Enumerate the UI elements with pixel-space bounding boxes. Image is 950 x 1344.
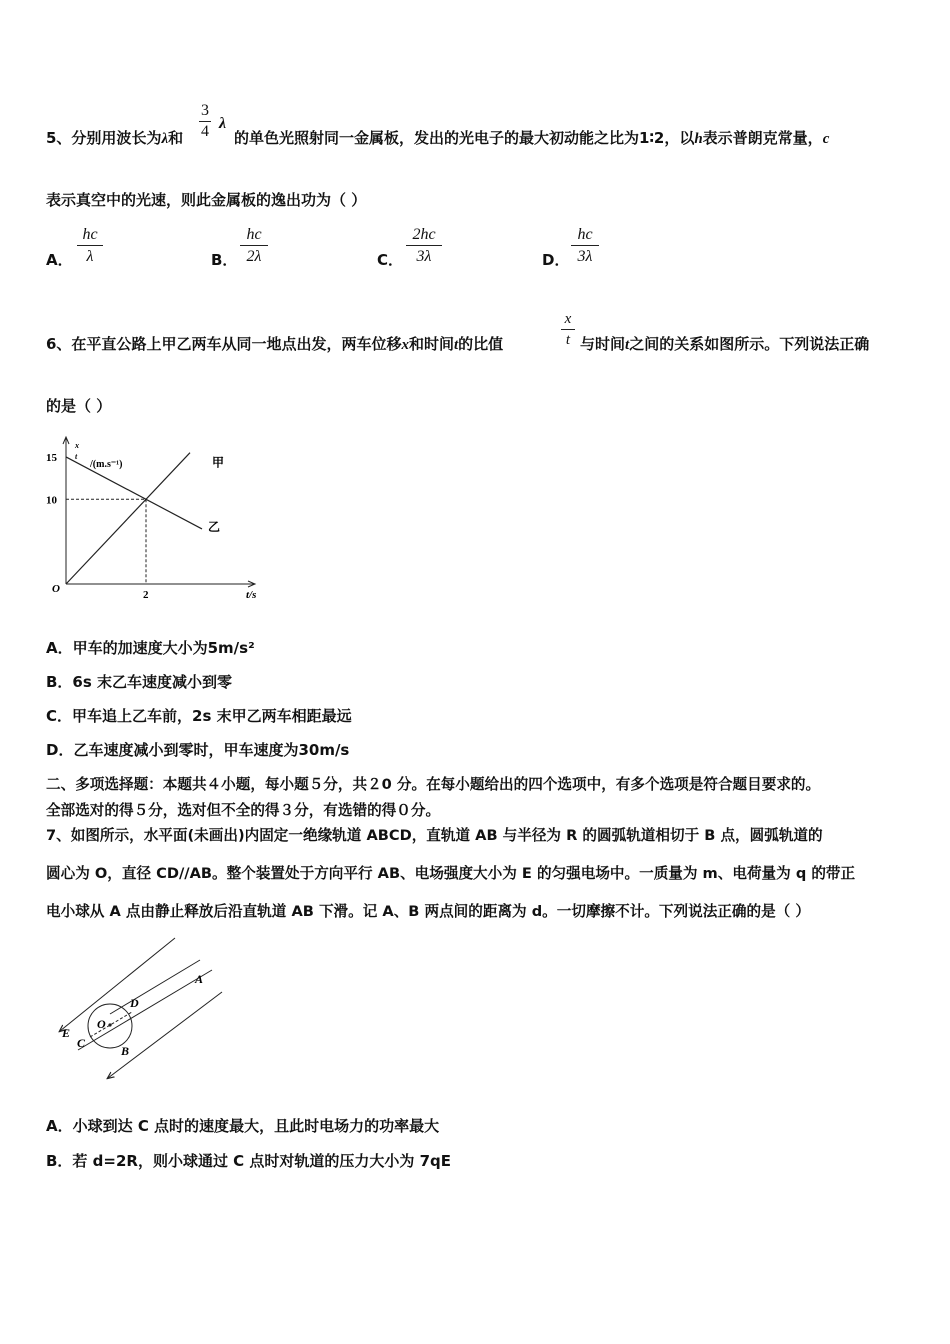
field-line-1 bbox=[60, 938, 175, 1031]
field-line-3 bbox=[110, 960, 200, 1014]
q6-option-c: C．甲车追上乙车前，2s 末甲乙两车相距最远 bbox=[46, 707, 352, 725]
q5-b-den: 2λ bbox=[246, 248, 262, 265]
q7-line1: 7、如图所示，水平面(未画出)内固定一绝缘轨道 ABCD，直轨道 AB 与半径为 R 的圆弧轨道相切于 B 点，圆弧轨道的 bbox=[46, 827, 823, 844]
label-e: E bbox=[62, 1026, 71, 1040]
y-tick-10: 10 bbox=[46, 494, 57, 507]
label-o: O bbox=[97, 1017, 106, 1031]
q6-graph bbox=[40, 430, 270, 610]
q6-text-c: 的比值 bbox=[458, 335, 504, 353]
label-a: A bbox=[195, 972, 204, 986]
q6-text-b: 和时间 bbox=[408, 335, 454, 353]
q5-d-num: hc bbox=[571, 224, 599, 246]
origin-label: O bbox=[52, 583, 60, 595]
q5-option-c-label: C． bbox=[377, 251, 404, 269]
label-d: D bbox=[130, 996, 139, 1010]
q5-frac-num: 3 bbox=[199, 101, 211, 122]
q5-line2: 表示真空中的光速，则此金属板的逸出功为（ ） bbox=[46, 191, 367, 209]
q6-text-d: 与时间 bbox=[580, 335, 626, 353]
q6-frac-den: t bbox=[565, 332, 571, 348]
section2-line1: 二、多项选择题：本题共４小题，每小题５分，共２0 分。在每小题给出的四个选项中，有多个选项是符合题目要求的。 bbox=[46, 776, 821, 793]
q6-chart-group bbox=[46, 437, 256, 601]
series-label-yi: 乙 bbox=[208, 519, 221, 534]
q5-lambda2: λ bbox=[219, 115, 227, 132]
q7-line2: 圆心为 O，直径 CD//AB。整个装置处于方向平行 AB、电场强度大小为 E 的匀强电场中。一质量为 m、电荷量为 q 的带正 bbox=[46, 865, 856, 882]
q5-a-num: hc bbox=[77, 224, 103, 246]
q5-fraction-3-4 bbox=[199, 101, 211, 142]
q5-c: c bbox=[822, 131, 830, 147]
q5-text-a: 5、分别用波长为 bbox=[46, 129, 162, 147]
q5-c-num: 2hc bbox=[406, 224, 442, 246]
q6-option-a: A．甲车的加速度大小为5m/s² bbox=[46, 639, 255, 657]
q5-option-a-label: A． bbox=[46, 251, 73, 269]
series-label-jia: 甲 bbox=[212, 455, 225, 470]
q5-line1-cont bbox=[234, 127, 829, 148]
q5-b-num: hc bbox=[240, 224, 268, 246]
q5-option-d-label: D． bbox=[542, 251, 570, 269]
section2-line2: 全部选对的得５分，选对但不全的得３分，有选错的得０分。 bbox=[46, 802, 441, 819]
q6-text-e: 之间的关系如图所示。下列说法正确 bbox=[629, 335, 870, 353]
q6-t2: t bbox=[625, 337, 630, 353]
q5-text-and: 和 bbox=[168, 129, 184, 147]
q7-option-a: A．小球到达 C 点时的速度最大，且此时电场力的功率最大 bbox=[46, 1117, 440, 1135]
q6-option-d: D．乙车速度减小到零时，甲车速度为30m/s bbox=[46, 741, 350, 759]
q5-h: h bbox=[694, 131, 703, 147]
label-b: B bbox=[121, 1044, 130, 1058]
q7-figure bbox=[50, 930, 240, 1090]
x-tick-2: 2 bbox=[143, 589, 149, 601]
q6-x: x bbox=[401, 337, 409, 353]
q5-text-b: 的单色光照射同一金属板，发出的光电子的最大初动能之比为 bbox=[234, 129, 640, 147]
y-axis-label-num: x bbox=[75, 441, 79, 450]
q5-a-den: λ bbox=[86, 248, 94, 265]
x-axis-label: t/s bbox=[246, 589, 257, 601]
q5-option-d-frac bbox=[571, 224, 599, 267]
q5-lambda: λ bbox=[161, 131, 169, 147]
q5-text-d: 表示普朗克常量， bbox=[702, 129, 823, 147]
q6-line1 bbox=[46, 333, 503, 354]
y-axis-unit: /(m.s⁻¹) bbox=[90, 459, 123, 470]
series-line-yi bbox=[66, 457, 202, 529]
q6-option-b: B．6s 末乙车速度减小到零 bbox=[46, 673, 233, 691]
q6-text-a: 6、在平直公路上甲乙两车从同一地点出发，两车位移 bbox=[46, 335, 402, 353]
q5-option-b-label: B． bbox=[211, 251, 238, 269]
y-tick-15: 15 bbox=[46, 451, 57, 464]
q5-d-den: 3λ bbox=[577, 248, 593, 265]
q6-line1-cont bbox=[580, 333, 869, 354]
q5-line1 bbox=[46, 127, 183, 148]
q7-option-b: B．若 d=2R，则小球通过 C 点时对轨道的压力大小为 7qE bbox=[46, 1152, 452, 1170]
center-o bbox=[108, 1023, 111, 1026]
q5-frac-den: 4 bbox=[201, 123, 209, 140]
q6-frac-num: x bbox=[561, 309, 575, 330]
q7-line3: 电小球从 A 点由静止释放后沿直轨道 AB 下滑。记 A、B 两点间的距离为 d。一切摩擦不计。下列说法正确的是（ ） bbox=[46, 903, 810, 920]
q5-text-c: ，以 bbox=[664, 129, 695, 147]
q6-line2: 的是（ ） bbox=[46, 397, 112, 415]
series-line-jia bbox=[66, 453, 190, 584]
q5-option-c-frac bbox=[406, 224, 442, 267]
q6-fraction-x-t bbox=[561, 309, 575, 350]
q6-t: t bbox=[453, 337, 459, 353]
field-line-2 bbox=[78, 970, 212, 1050]
q5-c-den: 3λ bbox=[416, 248, 432, 265]
q5-option-b-frac bbox=[240, 224, 268, 267]
label-c: C bbox=[77, 1036, 86, 1050]
q5-ratio: 1∶2 bbox=[639, 129, 665, 147]
y-axis-label-den: t bbox=[75, 452, 78, 461]
q5-option-a-frac bbox=[77, 224, 103, 267]
